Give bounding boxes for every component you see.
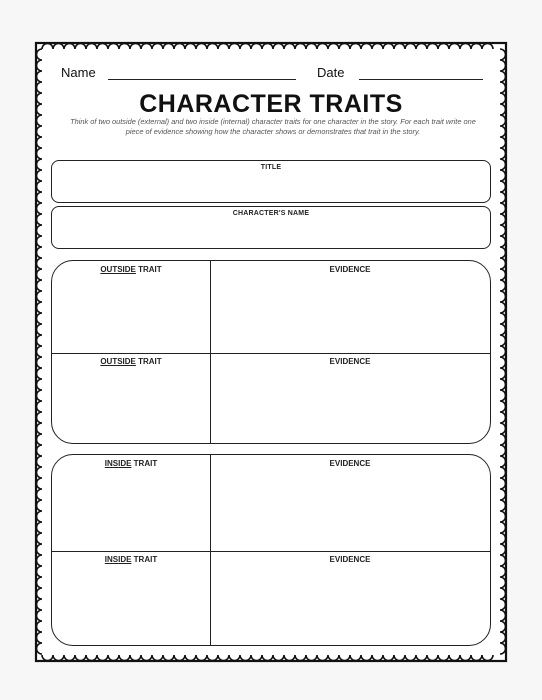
title-box[interactable]	[51, 160, 491, 203]
outside-word: OUTSIDE	[100, 357, 136, 366]
worksheet	[33, 40, 509, 664]
inside-word: INSIDE	[104, 555, 132, 564]
evidence-cell[interactable]	[210, 551, 490, 645]
instructions: Think of two outside (external) and two inside (internal) character traits for one character in the story. For each trait write one piece of evidence showing how the character shows or demonstrates that trait in the story.	[70, 117, 476, 136]
outside-traits-grid	[51, 260, 491, 444]
character-name-label: CHARACTER'S NAME	[232, 210, 310, 217]
evidence-label: EVIDENCE	[329, 265, 371, 274]
title-box-label: TITLE	[260, 164, 282, 171]
outside-trait-cell[interactable]	[52, 353, 210, 443]
evidence-label: EVIDENCE	[329, 357, 371, 366]
inside-traits-grid	[51, 454, 491, 646]
evidence-cell[interactable]	[210, 261, 490, 353]
evidence-cell[interactable]	[210, 455, 490, 551]
date-field[interactable]	[359, 79, 483, 80]
date-label: Date	[317, 65, 345, 80]
evidence-label: EVIDENCE	[329, 555, 371, 564]
worksheet-title: CHARACTER TRAITS	[139, 90, 403, 118]
trait-word: TRAIT	[135, 357, 162, 366]
evidence-cell[interactable]	[210, 353, 490, 443]
evidence-label: EVIDENCE	[329, 459, 371, 468]
trait-word: TRAIT	[131, 459, 158, 468]
inside-trait-cell[interactable]	[52, 551, 210, 645]
outside-trait-cell[interactable]	[52, 261, 210, 353]
name-label: Name	[61, 65, 96, 80]
name-field[interactable]	[108, 79, 296, 80]
trait-word: TRAIT	[135, 265, 162, 274]
character-name-box[interactable]	[51, 206, 491, 249]
inside-word: INSIDE	[104, 459, 132, 468]
inside-trait-cell[interactable]	[52, 455, 210, 551]
trait-word: TRAIT	[131, 555, 158, 564]
outside-word: OUTSIDE	[100, 265, 136, 274]
